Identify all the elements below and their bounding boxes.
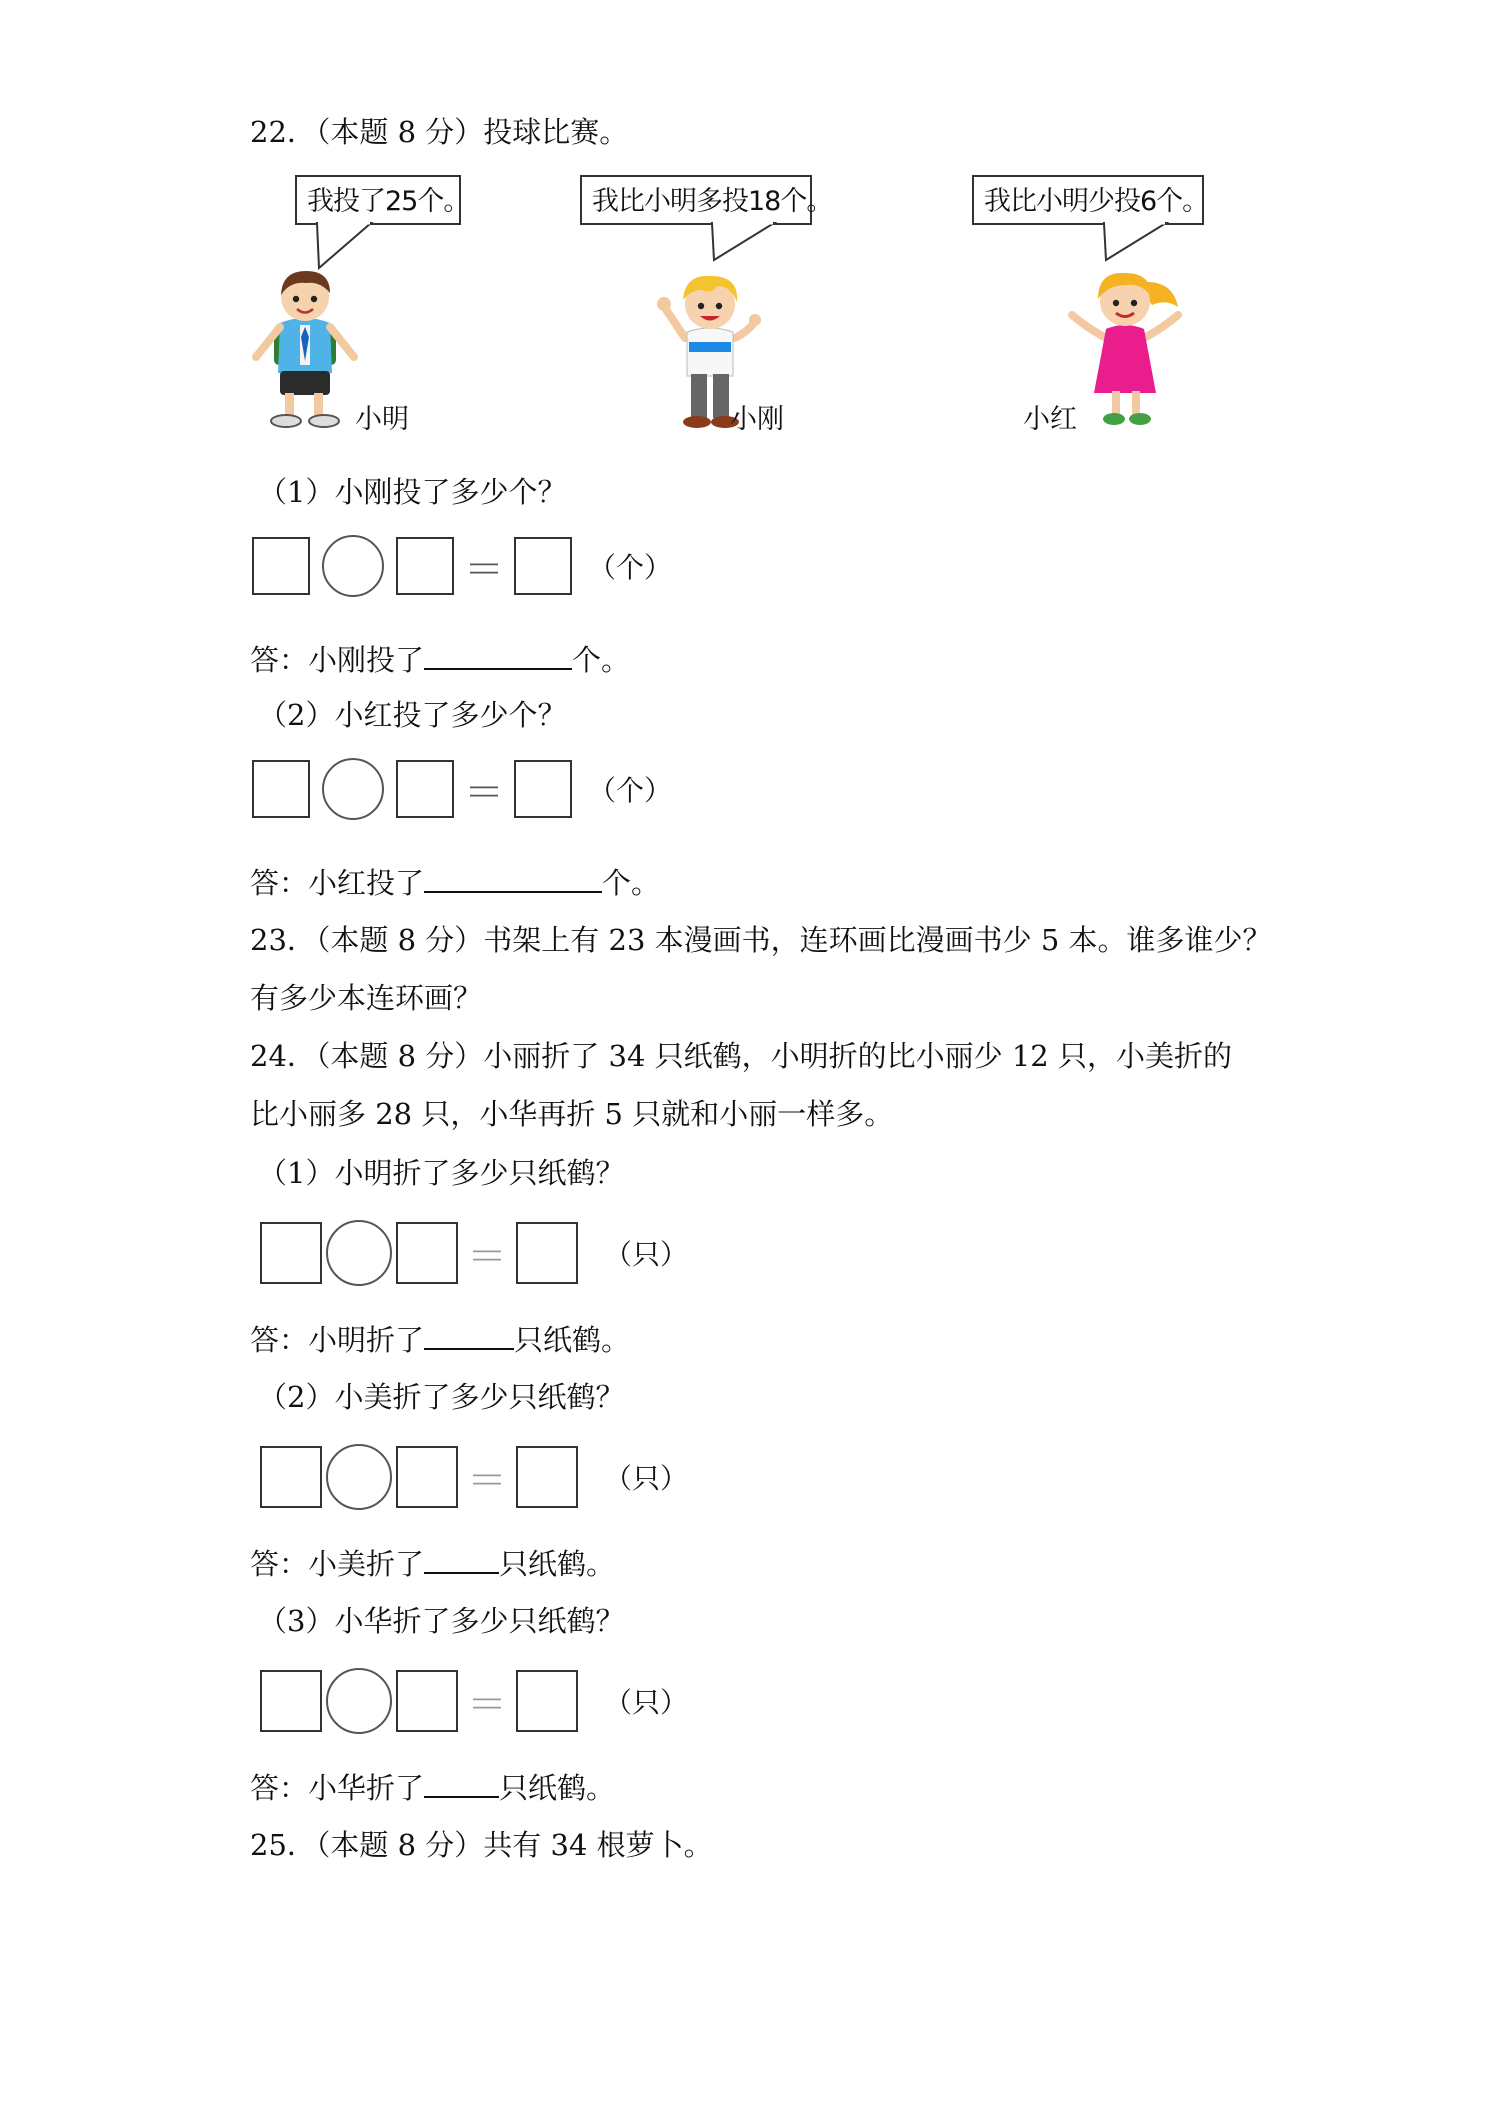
unit-label: （只）	[604, 1238, 689, 1271]
unit-label: （只）	[604, 1686, 689, 1719]
q23-line2: 有多少本连环画？	[250, 981, 483, 1015]
q22-answer1: 答：小刚投了 个。	[250, 638, 630, 680]
answer-box[interactable]	[516, 1446, 578, 1508]
unit-label: （只）	[604, 1462, 689, 1495]
q22-title: 22．（本题 8 分）投球比赛。	[250, 115, 629, 149]
q24-sub1-question: （1）小明折了多少只纸鹤？	[258, 1156, 625, 1190]
name-xiaohong: 小红	[1023, 404, 1077, 435]
equals-sign: ＝	[467, 1233, 507, 1280]
q25-title: 25．（本题 8 分）共有 34 根萝卜。	[250, 1828, 713, 1862]
answer-box[interactable]	[516, 1670, 578, 1732]
operator-circle[interactable]	[326, 1444, 392, 1510]
q24-line2: 比小丽多 28 只，小华再折 5 只就和小丽一样多。	[250, 1097, 894, 1131]
q23-line1: 23．（本题 8 分）书架上有 23 本漫画书，连环画比漫画书少 5 本。谁多谁少？	[250, 923, 1272, 957]
answer-box[interactable]	[396, 537, 454, 595]
answer-box[interactable]	[396, 760, 454, 818]
operator-circle[interactable]	[322, 535, 384, 597]
unit-label: （个）	[588, 551, 673, 584]
q24-sub2-question: （2）小美折了多少只纸鹤？	[258, 1380, 625, 1414]
operator-circle[interactable]	[322, 758, 384, 820]
answer-box[interactable]	[260, 1446, 322, 1508]
speech-bubble-xiaohong: 我比小明少投6个。	[972, 175, 1204, 225]
q22-answer2: 答：小红投了 个。	[250, 861, 660, 903]
speech-bubble-xiaoming: 我投了25个。	[295, 175, 461, 225]
answer-box[interactable]	[252, 537, 310, 595]
equals-sign: ＝	[467, 1457, 507, 1504]
equals-sign: ＝	[464, 546, 504, 593]
boy-xiaoming-illustration	[250, 265, 360, 435]
name-xiaoming: 小明	[355, 404, 409, 435]
q24-sub3-question: （3）小华折了多少只纸鹤？	[258, 1604, 625, 1638]
answer-box[interactable]	[260, 1670, 322, 1732]
equals-sign: ＝	[464, 769, 504, 816]
operator-circle[interactable]	[326, 1220, 392, 1286]
q22-sub1-question: （1）小刚投了多少个？	[258, 475, 567, 509]
answer-blank[interactable]	[424, 1542, 499, 1574]
answer-box[interactable]	[252, 760, 310, 818]
equals-sign: ＝	[467, 1681, 507, 1728]
equation-row	[260, 1220, 688, 1286]
answer-box[interactable]	[396, 1222, 458, 1284]
q24-answer3: 答：小华折了 只纸鹤。	[250, 1766, 615, 1808]
answer-box[interactable]	[396, 1670, 458, 1732]
speech-bubble-xiaogang: 我比小明多投18个。	[580, 175, 812, 225]
q24-answer2: 答：小美折了 只纸鹤。	[250, 1542, 615, 1584]
girl-xiaohong-illustration	[1060, 263, 1190, 435]
answer-blank[interactable]	[424, 638, 572, 670]
answer-box[interactable]	[514, 537, 572, 595]
speech-bubble-tail	[1102, 222, 1172, 264]
answer-box[interactable]	[514, 760, 572, 818]
equation-row	[252, 535, 672, 597]
q24-answer1: 答：小明折了 只纸鹤。	[250, 1318, 630, 1360]
answer-box[interactable]	[396, 1446, 458, 1508]
answer-blank[interactable]	[424, 1766, 499, 1798]
name-xiaogang: 小刚	[730, 404, 784, 435]
q22-sub2-question: （2）小红投了多少个？	[258, 698, 567, 732]
answer-blank[interactable]	[424, 861, 602, 893]
equation-row	[260, 1444, 688, 1510]
answer-blank[interactable]	[424, 1318, 514, 1350]
equation-row	[252, 758, 672, 820]
q24-line1: 24．（本题 8 分）小丽折了 34 只纸鹤，小明折的比小丽少 12 只，小美折的	[250, 1039, 1232, 1073]
unit-label: （个）	[588, 774, 673, 807]
equation-row	[260, 1668, 688, 1734]
answer-box[interactable]	[260, 1222, 322, 1284]
speech-bubble-tail	[710, 222, 780, 264]
answer-box[interactable]	[516, 1222, 578, 1284]
operator-circle[interactable]	[326, 1668, 392, 1734]
